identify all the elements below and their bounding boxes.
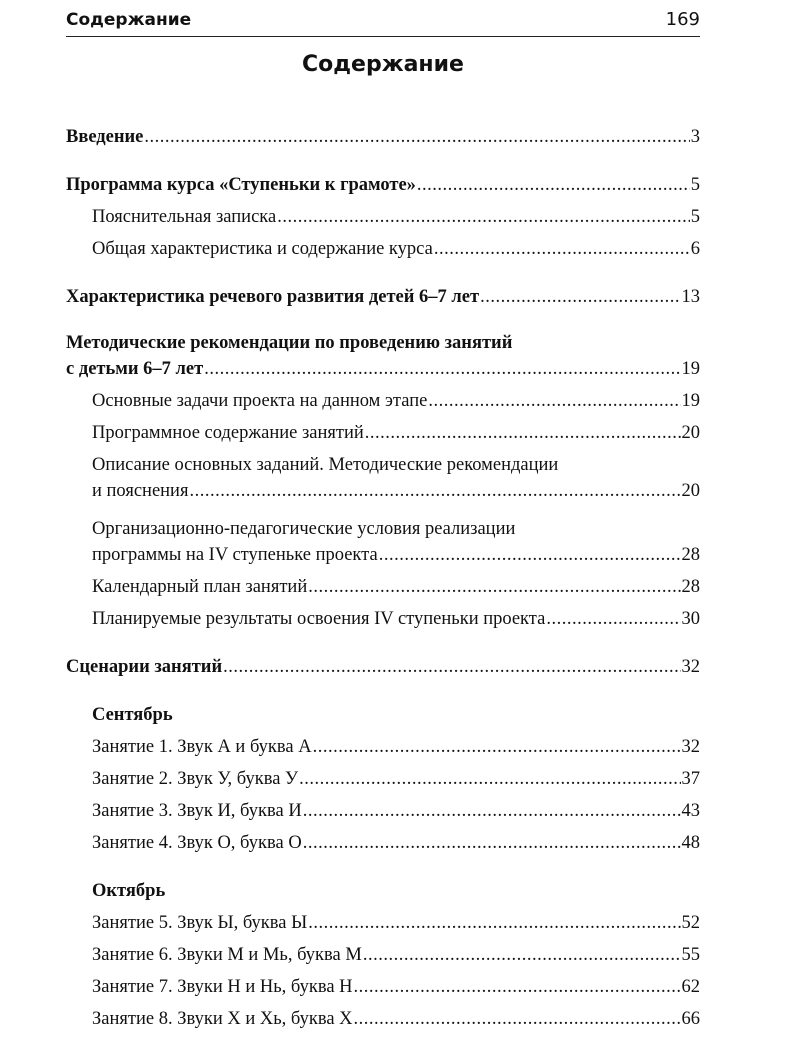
toc-entry-page: 43 xyxy=(681,801,700,821)
toc-leader-dots xyxy=(303,798,681,824)
page-number: 169 xyxy=(665,9,700,30)
toc-leader-dots xyxy=(313,734,681,760)
toc-month-heading: Октябрь xyxy=(92,881,166,901)
toc-entry-page: 20 xyxy=(681,481,700,501)
toc-entry xyxy=(66,734,700,760)
toc-entry-page: 6 xyxy=(690,239,700,259)
toc-leader-dots xyxy=(354,1006,681,1032)
toc-leader-dots xyxy=(363,942,681,968)
toc-entry xyxy=(66,798,700,824)
toc-entry-label: Занятие 2. Звук У, буква У xyxy=(92,769,299,789)
toc-entry-label: Занятие 8. Звуки Х и Хь, буква Х xyxy=(92,1009,353,1029)
toc-entry-label: Занятие 7. Звуки Н и Нь, буква Н xyxy=(92,977,353,997)
toc-entry-page: 55 xyxy=(681,945,700,965)
toc-entry-label: Введение xyxy=(66,127,144,147)
toc-leader-dots xyxy=(144,124,689,150)
running-header-title: Содержание xyxy=(66,10,192,30)
toc-month-heading: Сентябрь xyxy=(92,705,173,725)
page-title: Содержание xyxy=(302,52,464,77)
toc-entry-label-line1: Методические рекомендации по проведению занятий xyxy=(66,333,513,353)
toc-entry-label: Занятие 5. Звук Ы, буква Ы xyxy=(92,913,308,933)
toc-leader-dots xyxy=(417,172,690,198)
toc-entry-page: 32 xyxy=(681,737,700,757)
toc-entry xyxy=(66,910,700,936)
toc-entry-page: 20 xyxy=(681,423,700,443)
toc-entry xyxy=(66,204,700,230)
toc-leader-dots xyxy=(204,356,680,382)
toc-entry xyxy=(66,124,700,150)
toc-leader-dots xyxy=(546,606,680,632)
toc-entry-label: Планируемые результаты освоения IV ступеньки проекта xyxy=(92,609,546,629)
toc-leader-dots xyxy=(223,654,680,680)
toc-leader-dots xyxy=(308,574,680,600)
toc-entry-label: Занятие 1. Звук А и буква А xyxy=(92,737,312,757)
toc-entry-page: 28 xyxy=(681,577,700,597)
toc-entry-label: Основные задачи проекта на данном этапе xyxy=(92,391,428,411)
toc-entry xyxy=(66,452,700,504)
toc-entry xyxy=(66,388,700,414)
toc-leader-dots xyxy=(480,284,680,310)
toc-entry xyxy=(66,1006,700,1032)
toc-entry-label: Занятие 4. Звук О, буква О xyxy=(92,833,302,853)
document-page xyxy=(66,0,700,1048)
toc-leader-dots xyxy=(189,478,680,504)
header-rule xyxy=(66,36,700,37)
toc-entry-page: 5 xyxy=(690,175,700,195)
toc-entry xyxy=(66,766,700,792)
toc-leader-dots xyxy=(308,910,680,936)
toc-entry xyxy=(66,654,700,680)
toc-entry-label: Занятие 6. Звуки М и Мь, буква М xyxy=(92,945,362,965)
toc-entry xyxy=(66,330,700,382)
toc-leader-dots xyxy=(379,542,681,568)
toc-entry-label: Пояснительная записка xyxy=(92,207,277,227)
toc-entry xyxy=(66,974,700,1000)
toc-entry-page: 19 xyxy=(681,359,700,379)
toc-entry-label: Программа курса «Ступеньки к грамоте» xyxy=(66,175,416,195)
toc-entry xyxy=(66,516,700,568)
toc-leader-dots xyxy=(299,766,680,792)
toc-entry xyxy=(66,284,700,310)
toc-entry-label: Календарный план занятий xyxy=(92,577,308,597)
toc-entry-label: Сценарии занятий xyxy=(66,657,223,677)
toc-entry-label-line1: Организационно-педагогические условия реализации xyxy=(92,519,516,539)
toc-entry-page: 30 xyxy=(681,609,700,629)
toc-leader-dots xyxy=(434,236,690,262)
toc-entry xyxy=(66,942,700,968)
toc-entry-page: 62 xyxy=(681,977,700,997)
toc-entry-label: Занятие 3. Звук И, буква И xyxy=(92,801,302,821)
running-header xyxy=(66,6,700,36)
toc-leader-dots xyxy=(365,420,681,446)
toc-entry xyxy=(66,574,700,600)
toc-leader-dots xyxy=(354,974,681,1000)
toc-entry-page: 37 xyxy=(681,769,700,789)
toc-entry-page: 19 xyxy=(681,391,700,411)
toc-entry xyxy=(66,830,700,856)
toc-entry-page: 66 xyxy=(681,1009,700,1029)
toc-entry-page: 48 xyxy=(681,833,700,853)
toc-entry-page: 3 xyxy=(690,127,700,147)
toc-leader-dots xyxy=(303,830,681,856)
toc-entry-label-line1: Описание основных заданий. Методические рекомендации xyxy=(92,455,559,475)
toc-entry-page: 52 xyxy=(681,913,700,933)
toc-entry-label: Программное содержание занятий xyxy=(92,423,364,443)
toc-entry-label: Характеристика речевого развития детей 6–7 лет xyxy=(66,287,480,307)
toc-entry-label: и пояснения xyxy=(92,481,189,501)
toc-entry xyxy=(66,236,700,262)
toc-entry-label: с детьми 6–7 лет xyxy=(66,359,204,379)
toc-entry-label: программы на IV ступеньке проекта xyxy=(92,545,378,565)
toc-entry-label: Общая характеристика и содержание курса xyxy=(92,239,433,259)
toc-entry-page: 5 xyxy=(690,207,700,227)
toc-entry-page: 32 xyxy=(681,657,700,677)
toc-entry xyxy=(66,606,700,632)
toc-leader-dots xyxy=(277,204,690,230)
toc-entry-page: 13 xyxy=(681,287,700,307)
toc-leader-dots xyxy=(428,388,680,414)
toc-entry xyxy=(66,172,700,198)
toc-entry xyxy=(66,420,700,446)
toc-entry-page: 28 xyxy=(681,545,700,565)
